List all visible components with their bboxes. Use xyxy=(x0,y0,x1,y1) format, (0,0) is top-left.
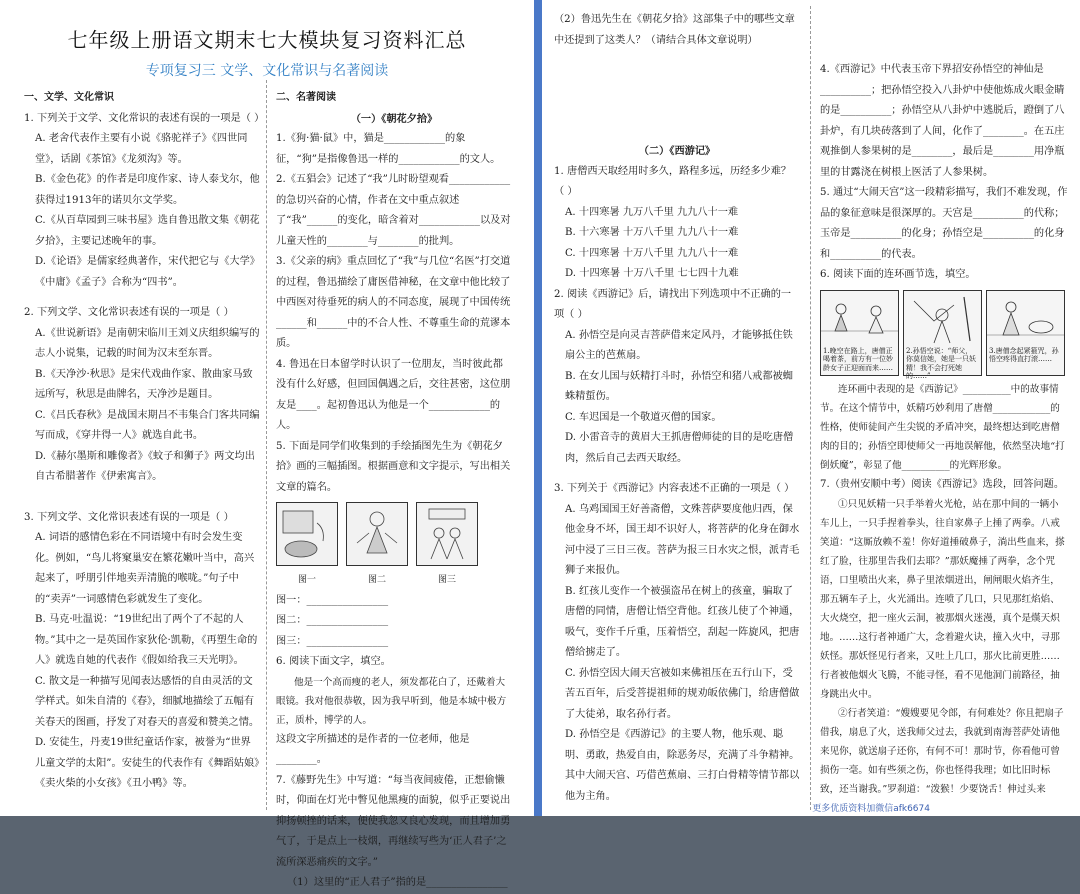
comic-caption: 2.孙悟空说：“师父，你莫信她，她是一只妖精！我不会打死她的……” xyxy=(906,346,976,380)
answer-line: 图二：________________ xyxy=(276,615,389,626)
option-a: A. 十四寒暑 九万八千里 九九八十一难 xyxy=(565,206,739,218)
question-text: 1.《狗·猫·鼠》中，猫是____________的象征，“狗”是指像鲁迅一样的____________的文人。 xyxy=(276,133,501,165)
comic-panel-2-drawing xyxy=(904,291,981,347)
illustration-2-drawing xyxy=(347,503,407,565)
sub-question: （1）这里的“正人君子”指的是________________ xyxy=(287,877,508,888)
quoted-passage: ①只见妖精一只手举着火光枪，站在那中间的一辆小车儿上，一只手捏着拳头，往自家鼻子上捶了两拳。八戒笑道：“这厮放赖不羞！你好道捶破鼻子，淌出些血来，搽红了脸，往那里告我们去耶？”那妖魔捶了两拳，念个咒语，口里喷出火来，鼻子里浓烟迸出，闸闸眼火焰齐生，那五辆车子上，火光涌出。连喷了几口，只见那红焰焰、大火烧空，把一座火云洞，被那烟火迷漫，真个是熯天炽地。……这行者神通广大，念着避火诀，撞入火中，寻那妖怪。那妖怪见行者来，又吐上几口，那火比前更胜……行者被他烟火飞腾，不能寻怪，看不见他洞门前路径，抽身跳出火中。 xyxy=(820,499,1065,700)
quoted-passage: ②行者笑道：“嫂嫂要见令郎，有何难处？你且把扇子借我，扇息了火，送我师父过去，我就到南海菩萨处请他来见你，就送扇子还你，有何不可！那时节，你看他可曾损伤一毫。如有些须之伤，你也怪得我理；如比旧时标致，还当谢我。”罗刹道：“泼猴！少要饶舌！伸过头来 xyxy=(820,708,1064,795)
option-a: A. 词语的感情色彩在不同语境中有时会发生变化。例如，“鸟儿将窠巢安在繁花嫩叶当中，高兴起来了，呼朋引伴地卖弄清脆的喉咙。”句子中的“卖弄”一词感情色彩就发生了变化。 xyxy=(35,532,255,605)
option-c: C. 车迟国是一个敬道灭僧的国家。 xyxy=(565,411,722,423)
option-b: B. 十六寒暑 十万八千里 九九八十一难 xyxy=(565,227,739,238)
quoted-passage: 他是一个高而瘦的老人，须发都花白了，还戴着大眼镜。我对他很恭敬，因为我早听到，他是本城中极方正，质朴，博学的人。 xyxy=(276,676,507,726)
illustration-row xyxy=(276,502,512,566)
illustration-caption-1: 图一 xyxy=(297,575,316,585)
comic-panel-2 xyxy=(903,290,982,380)
option-b: B. 红孩儿变作一个被强盗吊在树上的孩童，骗取了唐僧的同情，唐僧让悟空背他。红孩儿使了个神通，吸气，变作千斤重，压着悟空，刮起一阵旋风，把唐僧给掳走了。 xyxy=(565,585,800,658)
question-stem: 3. 下列关于《西游记》内容表述不正确的一项是（ ） xyxy=(554,483,795,494)
option-c: C.《从百草园到三味书屋》选自鲁迅散文集《朝花夕拾》，主要记述晚年的事。 xyxy=(35,215,260,247)
option-b: B.《天净沙·秋思》是宋代戏曲作家、散曲家马致远所写，秋思是曲牌名，天净沙是题目。 xyxy=(35,368,253,400)
question-stem: 1. 下列关于文学、文化常识的表述有误的一项是（ ） xyxy=(24,112,265,124)
question-text: 6. 阅读下面的连环画节选，填空。 xyxy=(820,269,976,280)
illustration-2 xyxy=(346,502,408,566)
watermark-footer: 更多优质资料加微信afk6674 xyxy=(812,804,930,814)
column-divider xyxy=(810,6,811,810)
option-a: A. 老舍代表作主要有小说《骆驼祥子》《四世同堂》，话剧《茶馆》《龙须沟》等。 xyxy=(35,133,248,165)
section-heading: 一、文学、文化常识 xyxy=(24,92,114,103)
comic-caption: 1.晚空在路上，唐僧正喝着茶，前方有一位妙龄女子正迎面而来…… xyxy=(823,346,893,372)
comic-panel-1-drawing xyxy=(821,291,898,347)
question-text: 4. 鲁迅在日本留学时认识了一位朋友，当时彼此都没有什么好感，但回国偶遇之后，交往甚密，这位朋友是____。起初鲁迅认为他是一个____________的人。 xyxy=(276,358,511,431)
page-gutter xyxy=(534,0,542,816)
question-text: 6. 阅读下面文字，填空。 xyxy=(276,656,391,667)
question-text: 连环画中表现的是《西游记》__________中的故事情节。在这个情节中，妖精巧妙利用了唐僧____________的性格，使师徒间产生尖锐的矛盾冲突，最终想达到吃唐僧肉的目的；孙悟空即使师父一再地误解他，依然坚决地“打倒妖魔”，彰显了他__________的光辉形象。 xyxy=(820,383,1065,471)
page-title: 七年级上册语文期末七大模块复习资料汇总 xyxy=(67,28,467,52)
answer-line: 图一：________________ xyxy=(276,594,389,606)
left-column-1 xyxy=(24,88,265,795)
illustration-caption-3: 图三 xyxy=(437,575,456,585)
option-a: A.《世说新语》是南朝宋临川王刘义庆组织编写的志人小说集，记载的时间为汉末至东晋。 xyxy=(35,327,260,359)
page-subtitle: 专项复习三 文学、文化常识与名著阅读 xyxy=(145,63,389,79)
illustration-1-drawing xyxy=(277,503,337,565)
answer-line: 图三：________________ xyxy=(276,635,389,647)
comic-panel-1 xyxy=(820,290,899,376)
option-c: C. 散文是一种描写见闻表达感悟的自由灵活的文学样式。如朱自清的《春》，细腻地描绘了五幅有关春天的图画，抒发了对春天的喜爱和赞美之情。 xyxy=(35,675,260,728)
option-d: D. 十四寒暑 十万八千里 七七四十九难 xyxy=(565,268,739,279)
part-heading: （一）《朝花夕拾》 xyxy=(350,112,438,125)
question-stem: 3. 下列文学、文化常识表述有误的一项是（ ） xyxy=(24,511,234,523)
illustration-3-drawing xyxy=(417,503,477,565)
right-column-1 xyxy=(554,10,800,807)
illustration-1 xyxy=(276,502,338,566)
question-text: 3.《父亲的病》重点回忆了“我”与几位“名医”打交道的过程，鲁迅描绘了庸医借神秘，在文章中他比较了中西医对待垂死的病人的不同态度，展现了中国传统______和______中的不合人性、不尊重生命的荒谬本质。 xyxy=(276,256,511,349)
option-d: D.《论语》是儒家经典著作，宋代把它与《大学》《中庸》《孟子》合称为“四书”。 xyxy=(35,256,260,288)
question-text: 5. 通过“大闹天宫”这一段精彩描写，我们不难发现，作品的象征意味是很深厚的。天宫是__________的代称；玉帝是__________的化身；孙悟空是__________的化身和__________的代表。 xyxy=(820,187,1068,260)
column-divider xyxy=(266,80,267,810)
illustration-captions xyxy=(276,570,512,591)
illustration-caption-2: 图二 xyxy=(367,575,386,585)
option-c: C. 十四寒暑 十万八千里 九九八十一难 xyxy=(565,247,739,259)
comic-panel-3 xyxy=(986,290,1065,376)
option-d: D. 安徒生，丹麦19世纪童话作家，被誉为“世界儿童文学的太阳”。安徒生的代表作有《舞蹈姑娘》《卖火柴的小女孩》《丑小鸭》等。 xyxy=(35,737,260,789)
question-text: 2.《五猖会》记述了“我”儿时盼望观看____________的急切兴奋的心情，作者在文中重点叙述了“我”______的变化，暗含着对____________以及对儿童天性的________与________的批判。 xyxy=(276,174,511,247)
comic-strip xyxy=(820,290,1068,380)
option-c: C.《吕氏春秋》是战国末期吕不韦集合门客共同编写而成，《穿井得一人》就选自此书。 xyxy=(35,409,260,441)
option-c: C. 孙悟空因大闹天宫被如来佛祖压在五行山下，受苦五百年，后受菩提祖师的规劝皈依佛门，给唐僧做了大徒弟，取名孙行者。 xyxy=(565,667,800,720)
question-stem: 2. 阅读《西游记》后，请找出下列选项中不正确的一项（ ） xyxy=(554,288,792,320)
right-column-2 xyxy=(820,60,1068,799)
option-a: A. 孙悟空是向灵吉菩萨借来定风丹，才能够抵住铁扇公主的芭蕉扇。 xyxy=(565,329,793,361)
question-stem: 2. 下列文学、文化常识表述有误的一项是（ ） xyxy=(24,307,234,318)
section-heading: 二、名著阅读 xyxy=(276,92,336,103)
question-text: 7.《藤野先生》中写道：“每当夜间疲倦，正想偷懒时，仰面在灯光中瞥见他黑瘦的面貌，似乎正要说出抑扬顿挫的话来，便使我忽又良心发现，而且增加勇气了，于是点上一枝烟，再继续写些为‘正人君子’之流所深恶痛疾的文字。” xyxy=(276,774,511,868)
question-text: 7.（贵州安顺中考）阅读《西游记》选段，回答问题。 xyxy=(820,478,1065,490)
option-b: B. 在女儿国与妖精打斗时，孙悟空和猪八戒都被蜘蛛精蜇伤。 xyxy=(565,370,793,402)
question-stem: 1. 唐僧西天取经用时多久，路程多远，历经多少难？（ ） xyxy=(554,165,792,197)
option-b: B. 马克·吐温说：“19世纪出了两个了不起的人物。”其中之一是英国作家狄伦·凯勒，《再塑生命的人》就选自她的代表作《假如给我三天光明》。 xyxy=(35,614,258,666)
question-text: 4.《西游记》中代表玉帝下界招安孙悟空的神仙是__________；把孙悟空投入八卦炉中使他炼成火眼金睛的是__________；孙悟空从八卦炉中逃脱后，蹬倒了八卦炉，有几块砖落到了人间，化作了________。在五庄观推倒人参果树的是________，最后是________用净瓶里的甘露浇在树根上医活了人参果树。 xyxy=(820,64,1065,178)
question-text: 这段文字所描述的是作者的一位老师，他是________。 xyxy=(276,733,470,765)
illustration-3 xyxy=(416,502,478,566)
option-a: A. 乌鸡国国王好善斋僧，文殊菩萨要度他归西，保他金身不坏，国王却不识好人，将菩萨的化身在御水河中浸了三日三夜。菩萨为报三日水灾之恨，派青毛狮子来报仇。 xyxy=(565,503,800,576)
option-d: D. 小雷音寺的黄眉大王抓唐僧师徒的目的是吃唐僧肉，然后自己去西天取经。 xyxy=(565,432,794,464)
left-column-2 xyxy=(276,88,512,894)
part-heading: （二）《西游记》 xyxy=(638,145,716,157)
page-right xyxy=(542,0,1080,816)
option-d: D.《赫尔墨斯和雕像者》《蚊子和狮子》两文均出自古希腊著作《伊索寓言》。 xyxy=(35,450,255,482)
option-b: B.《金色花》的作者是印度作家、诗人泰戈尔，他获得过1913年的诺贝尔文学奖。 xyxy=(35,174,260,206)
sub-question: （2）鲁迅先生在《朝花夕拾》这部集子中的哪些文章中还提到了这类人？（请结合具体文章说明） xyxy=(554,14,795,46)
option-d: D. 孙悟空是《西游记》的主要人物，他乐观、聪明、勇敢，热爱自由，除恶务尽，充满了斗争精神。其中大闹天宫、巧借芭蕉扇、三打白骨精等情节都以他为主角。 xyxy=(565,729,800,802)
question-text: 5. 下面是同学们收集到的手绘插图先生为《朝花夕拾》画的三幅插图。根据画意和文字提示，写出相关文章的篇名。 xyxy=(276,440,511,493)
comic-panel-3-drawing xyxy=(987,291,1064,347)
page-left xyxy=(0,0,534,888)
comic-caption: 3.唐僧念起紧箍咒，孙悟空疼得直打滚…… xyxy=(989,346,1059,363)
